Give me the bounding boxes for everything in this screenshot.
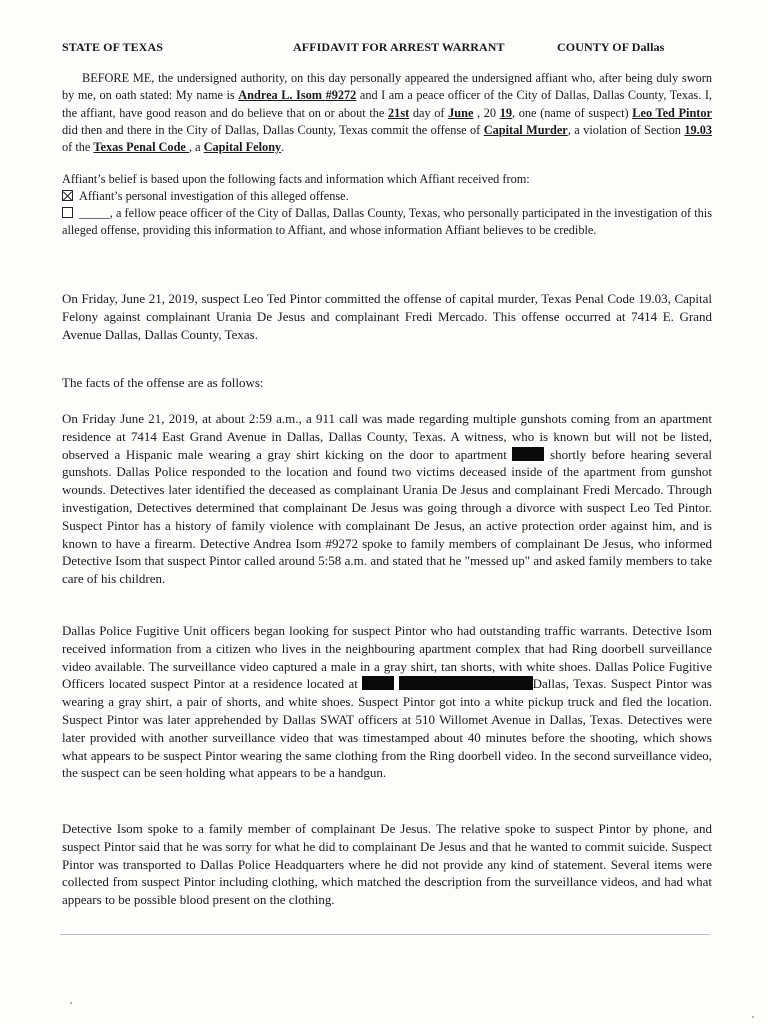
facts-lead: The facts of the offense are as follows: bbox=[62, 375, 264, 390]
offense-month: June bbox=[448, 105, 474, 120]
penal-code: Texas Penal Code bbox=[93, 140, 189, 155]
offense-name: Capital Murder bbox=[483, 122, 568, 137]
offense-year: 19 bbox=[499, 105, 513, 120]
facts-paragraph-1 bbox=[62, 410, 712, 588]
checkbox-unchecked-icon[interactable] bbox=[62, 207, 73, 218]
intro-text: , a violation of Section bbox=[567, 122, 685, 137]
facts-text: On Friday June 21, 2019, at about 2:59 a.m., a 911 call was made regarding multiple gunshots coming from an apartment residence at 7414 East Grand Avenue in Dallas, Dallas County, Texas. A witness, who is known but will not be listed, observed a Hispanic male wearing a gray shirt kicking on the door to apartment bbox=[62, 411, 712, 462]
fellow-officer-blank: _____ bbox=[79, 206, 110, 220]
scan-artifact-line bbox=[60, 934, 710, 935]
offense-summary: On Friday, June 21, 2019, suspect Leo Ted Pintor committed the offense of capital murder, Texas Penal Code 19.03, Capital Felony against complainant Urania De Jesus and complainant Fredi Mercado. This offense occurred at 7414 E. Grand Avenue Dallas, Dallas County, Texas. bbox=[62, 291, 712, 342]
belief-option-fellow-officer-label: , a fellow peace officer of the City of Dallas, Dallas County, Texas, who personally participated in the investigation of this alleged offense, providing this information to Affiant, and whose information Affiant believes to be credible. bbox=[62, 206, 712, 238]
redaction-bar bbox=[512, 447, 544, 461]
scan-artifact-dot bbox=[752, 1016, 754, 1018]
affiant-name: Andrea L. Isom #9272 bbox=[238, 88, 357, 103]
checkbox-checked-icon[interactable] bbox=[62, 190, 73, 201]
penal-section: 19.03 bbox=[684, 122, 713, 137]
intro-text: day of bbox=[409, 105, 449, 120]
facts-text: Dallas, Texas. Suspect Pintor was wearing a gray shirt, a pair of shorts, and white shoes. Suspect Pintor got into a white pickup truck and fled the location. Suspect Pintor was later apprehended by Dallas SWAT officers at 510 Willomet Avenue in Dallas, Texas. Detectives were later provided with another surveillance video that was timestamped about 40 minutes before the shooting, which shows what appears to be suspect Pintor wearing the same clothing from the Ring doorbell video. In the second surveillance video, the suspect can be seen holding what appears to be a handgun. bbox=[62, 676, 712, 781]
intro-text: and I am a peace officer of the City of Dallas, Dallas County, Texas. I, the affiant, have good reason and do believe that on or about the bbox=[62, 88, 713, 120]
header-county: COUNTY OF Dallas bbox=[557, 40, 665, 54]
facts-paragraph-2 bbox=[62, 622, 712, 782]
redaction-bar bbox=[362, 676, 394, 690]
facts-text: shortly before hearing several gunshots. Dallas Police responded to the location and found two victims deceased inside of the apartment from gunshot wounds. Detectives later identified the deceased as complainant Urania De Jesus and complainant Fredi Mercado. Through investigation, Detectives determined that complainant De Jesus was going through a divorce with suspect Leo Ted Pintor. Suspect Pintor has a history of family violence with complainant De Jesus, an active protection order against him, and is known to have a firearm. Detective Andrea Isom #9272 spoke to family members of complainant De Jesus, who informed Detective Isom that suspect Pintor called around 5:58 a.m. and stated that he "messed up" and asked family members to take care of his children. bbox=[62, 446, 712, 587]
intro-text: did then and there in the City of Dallas, Dallas County, Texas commit the offense of bbox=[62, 122, 484, 137]
belief-option-personal bbox=[62, 188, 712, 205]
intro-text: , one (name of suspect) bbox=[512, 105, 633, 120]
facts-text: Dallas Police Fugitive Unit officers began looking for suspect Pintor who had outstanding traffic warrants. Detective Isom received information from a citizen who lives in the neighbouring apartment complex that had Ring doorbell surveillance video available. The surveillance video captured a male in a gray shirt, tan shorts, with white shoes. Dallas Police Fugitive Officers located suspect Pintor at a residence located at bbox=[62, 623, 712, 692]
belief-option-fellow-officer bbox=[62, 205, 712, 240]
header-title: AFFIDAVIT FOR ARREST WARRANT bbox=[293, 40, 505, 54]
facts-paragraph-3: Detective Isom spoke to a family member of complainant De Jesus. The relative spoke to suspect Pintor by phone, and suspect Pintor said that he was sorry for what he did to complainant De Jesus and that he wanted to commit suicide. Suspect Pintor was transported to Dallas Police Headquarters where he did not provide any kind of statement. Several items were collected from suspect Pintor including clothing, which matched the description from the surveillance videos, and had what appears to be possible blood present on the clothing. bbox=[62, 821, 712, 908]
intro-text: of the bbox=[62, 140, 94, 155]
suspect-name: Leo Ted Pintor bbox=[632, 105, 712, 120]
offense-day: 21st bbox=[388, 105, 410, 120]
scan-artifact-dot bbox=[70, 1002, 72, 1004]
belief-lead: Affiant’s belief is based upon the following facts and information which Affiant received from: bbox=[62, 172, 530, 186]
intro-text: , a bbox=[188, 140, 204, 155]
offense-grade: Capital Felony bbox=[203, 140, 282, 155]
intro-text: . bbox=[281, 140, 285, 155]
intro-paragraph bbox=[62, 70, 712, 156]
belief-option-personal-label: Affiant’s personal investigation of this alleged offense. bbox=[79, 189, 349, 203]
intro-text: , 20 bbox=[473, 105, 500, 120]
intro-text: BEFORE ME, the undersigned authority, on this day personally appeared the undersigned affiant who, after being duly sworn by me, on oath stated: My name is bbox=[62, 71, 712, 103]
header-state: STATE OF TEXAS bbox=[62, 40, 163, 54]
redaction-bar bbox=[399, 676, 533, 690]
